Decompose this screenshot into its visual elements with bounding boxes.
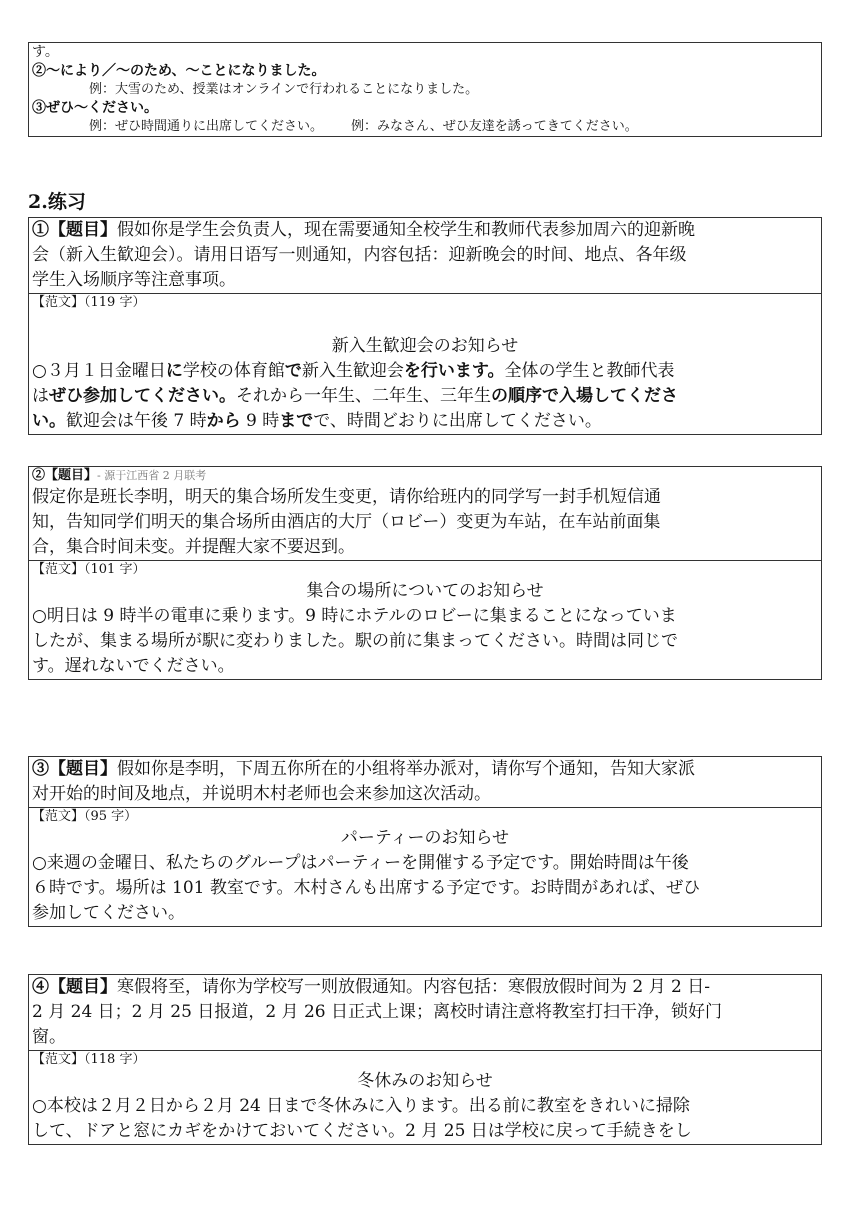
- exercise-2: [28, 466, 822, 680]
- exercise-4-prompt-line: 2 月 24 日；2 月 25 日报道，2 月 26 日正式上课；离校时请注意将教室打扫干净，锁好门: [32, 1002, 722, 1022]
- exercise-1-tag: ①【题目】: [32, 220, 117, 240]
- exercise-4-model-label: 【范文】（118 字）: [32, 1052, 146, 1067]
- exercise-4-prompt: [29, 975, 821, 1050]
- exercise-2-body-line: ○明日は 9 時半の電車に乗ります。9 時にホテルのロビーに集まることになっていま: [32, 606, 677, 626]
- exercise-3-model: [29, 807, 821, 926]
- exercise-1-prompt: [29, 218, 821, 293]
- exercise-1-prompt-line: 会（新入生歓迎会）。请用日语写一则通知，内容包括：迎新晚会的时间、地点、各年级: [32, 245, 687, 265]
- exercise-3-prompt-line: 对开始的时间及地点，并说明木村老师也会来参加这次活动。: [32, 784, 491, 804]
- section-heading: 2.练习: [28, 191, 86, 213]
- exercise-1-model-label: 【范文】（119 字）: [32, 295, 146, 310]
- exercise-2-prompt-line: 合，集合时间未变。并提醒大家不要迟到。: [32, 537, 355, 557]
- exercise-4-body-line: ○本校は２月２日から２月 24 日まで冬休みに入ります。出る前に教室をきれいに掃除: [32, 1096, 690, 1116]
- exercise-2-body-line: したが、集まる場所が駅に変わりました。駅の前に集まってください。時間は同じで: [32, 631, 678, 651]
- exercise-1: [28, 217, 822, 435]
- exercise-3-body-line: 参加してください。: [32, 903, 185, 923]
- exercise-3-model-label: 【范文】（95 字）: [32, 809, 138, 824]
- exercise-2-body-line: す。遅れないでください。: [32, 656, 235, 676]
- grammar-example-2: 例：大雪のため、授業はオンラインで行われることになりました。: [89, 82, 479, 97]
- exercise-4-prompt-line: 窗。: [32, 1027, 66, 1047]
- exercise-4-title: 冬休みのお知らせ: [357, 1071, 493, 1091]
- exercise-2-prompt-line: 知，告知同学们明天的集合场所由酒店的大厅（ロビー）变更为车站，在车站前面集: [32, 512, 661, 532]
- exercise-3-prompt: [29, 757, 821, 807]
- exercise-3-prompt-line: 假如你是李明，下周五你所在的小组将举办派对，请你写个通知，告知大家派: [117, 759, 695, 779]
- exercise-1-body-line: ○３月１日金曜日に学校の体育館で新入生歓迎会を行います。全体の学生と教師代表: [32, 361, 675, 381]
- grammar-point-2: ②～により／～のため、～ことになりました。: [32, 63, 326, 79]
- exercise-2-model-label: 【范文】（101 字）: [32, 562, 146, 577]
- exercise-2-source: - 源于江西省 2 月联考: [97, 469, 207, 482]
- exercise-4-model: [29, 1050, 821, 1144]
- exercise-2-model: [29, 560, 821, 679]
- grammar-example-3a: 例：ぜひ時間通りに出席してください。: [89, 119, 324, 134]
- exercise-2-prompt: [29, 467, 821, 560]
- grammar-continued-text: す。: [32, 44, 59, 60]
- exercise-1-prompt-line: 假如你是学生会负责人，现在需要通知全校学生和教师代表参加周六的迎新晚: [117, 220, 695, 240]
- exercise-2-title: 集合の場所についてのお知らせ: [306, 581, 544, 601]
- exercise-2-tag: ②【题目】: [32, 468, 98, 483]
- grammar-example-3b: 例：みなさん、ぜひ友達を誘ってきてください。: [351, 119, 638, 134]
- exercise-4-tag: ④【题目】: [32, 977, 117, 997]
- exercise-3-title: パーティーのお知らせ: [340, 828, 510, 848]
- exercise-3-body-line: ６時です。場所は 101 教室です。木村さんも出席する予定です。お時間があれば、ぜひ: [32, 878, 701, 898]
- exercise-4-prompt-line: 寒假将至，请你为学校写一则放假通知。内容包括：寒假放假时间为 2 月 2 日-: [117, 977, 710, 997]
- exercise-1-model: [29, 293, 821, 434]
- grammar-point-3: ③ぜひ～ください。: [32, 100, 158, 116]
- exercise-1-body-line: い。歓迎会は午後 7 時から 9 時までで、時間どおりに出席してください。: [32, 411, 602, 431]
- exercise-3-body-line: ○来週の金曜日、私たちのグループはパーティーを開催する予定です。開始時間は午後: [32, 853, 689, 873]
- exercise-1-prompt-line: 学生入场顺序等注意事项。: [32, 270, 236, 290]
- exercise-4: [28, 974, 822, 1145]
- exercise-3: [28, 756, 822, 927]
- exercise-2-prompt-line: 假定你是班长李明，明天的集合场所发生变更，请你给班内的同学写一封手机短信通: [32, 487, 661, 507]
- exercise-3-tag: ③【题目】: [32, 759, 117, 779]
- exercise-1-title: 新入生歓迎会のお知らせ: [331, 336, 519, 356]
- exercise-1-body-line: はぜひ参加してください。それから一年生、二年生、三年生の順序で入場してくださ: [32, 386, 678, 406]
- grammar-box: [28, 42, 822, 137]
- exercise-4-body-line: して、ドアと窓にカギをかけておいてください。2 月 25 日は学校に戻って手続きをし: [32, 1121, 692, 1141]
- grammar-example-3: [29, 118, 821, 136]
